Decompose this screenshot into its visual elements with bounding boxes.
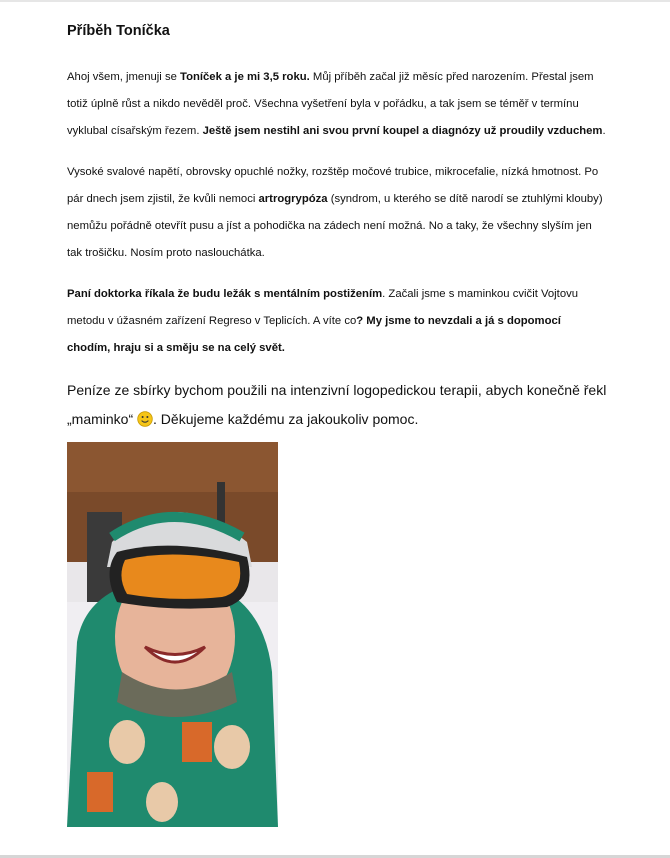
document-page [67, 20, 607, 827]
bold-text: ? My jsme to nevzdali a já s dopomocí chodím, hraju si a směju se na celý svět. [67, 315, 561, 354]
story-paragraph [67, 159, 607, 267]
bold-text: Paní doktorka říkala že budu ležák s mentálním postižením [67, 288, 383, 300]
page-top-border [0, 0, 670, 2]
child-in-ski-goggles-photo [67, 442, 278, 827]
bold-text: Ještě jsem nestihl ani svou první koupel a diagnózy už proudily vzduchem [202, 125, 603, 137]
text: . [602, 125, 606, 137]
text: Ahoj všem, jmenuji se [67, 71, 181, 83]
closing-text-2: . Děkujeme každému za jakoukoliv pomoc. [153, 411, 419, 427]
story-paragraph [67, 281, 607, 362]
story-paragraph [67, 64, 607, 145]
text: Vysoké svalové napětí, obrovsky opuchlé nožky, rozštěp močové trubice, mikrocefalie, nízká hmotnost. Po pár dnech jsem zjistil, že kvůli nemoci [67, 166, 599, 205]
text: Můj příběh začal již měsíc před narozením. Přestal jsem totiž úplně růst a nikdo nevěděl proč. Všechna vyšetření byla v pořádku, a tak jsem se téměř v termínu vyklubal císařským řezem. [67, 71, 594, 137]
bold-text: Toníček a je mi 3,5 roku. [180, 71, 310, 83]
smiley-face-icon [137, 411, 153, 427]
document-title: Příběh Toníčka [67, 23, 170, 39]
text: . Začali jsme s maminkou cvičit Vojtovu metodu v úžasném zařízení Regreso v Teplicích. A víte co [67, 288, 579, 327]
story-paragraphs [67, 64, 607, 362]
closing-paragraph [67, 376, 607, 434]
closing-text-1: Peníze ze sbírky bychom použili na intenzivní logopedickou terapii, abych konečně řekl „maminko“ [67, 382, 607, 427]
text: (syndrom, u kterého se dítě narodí se ztuhlými klouby) nemůžu pořádně otevřít pusu a jíst a pohodička na zádech není možná. No a taky, že všechny slyším jen tak trošičku. Nosím proto naslouchátka. [67, 193, 603, 259]
bold-text: artrogrypóza [258, 193, 328, 205]
